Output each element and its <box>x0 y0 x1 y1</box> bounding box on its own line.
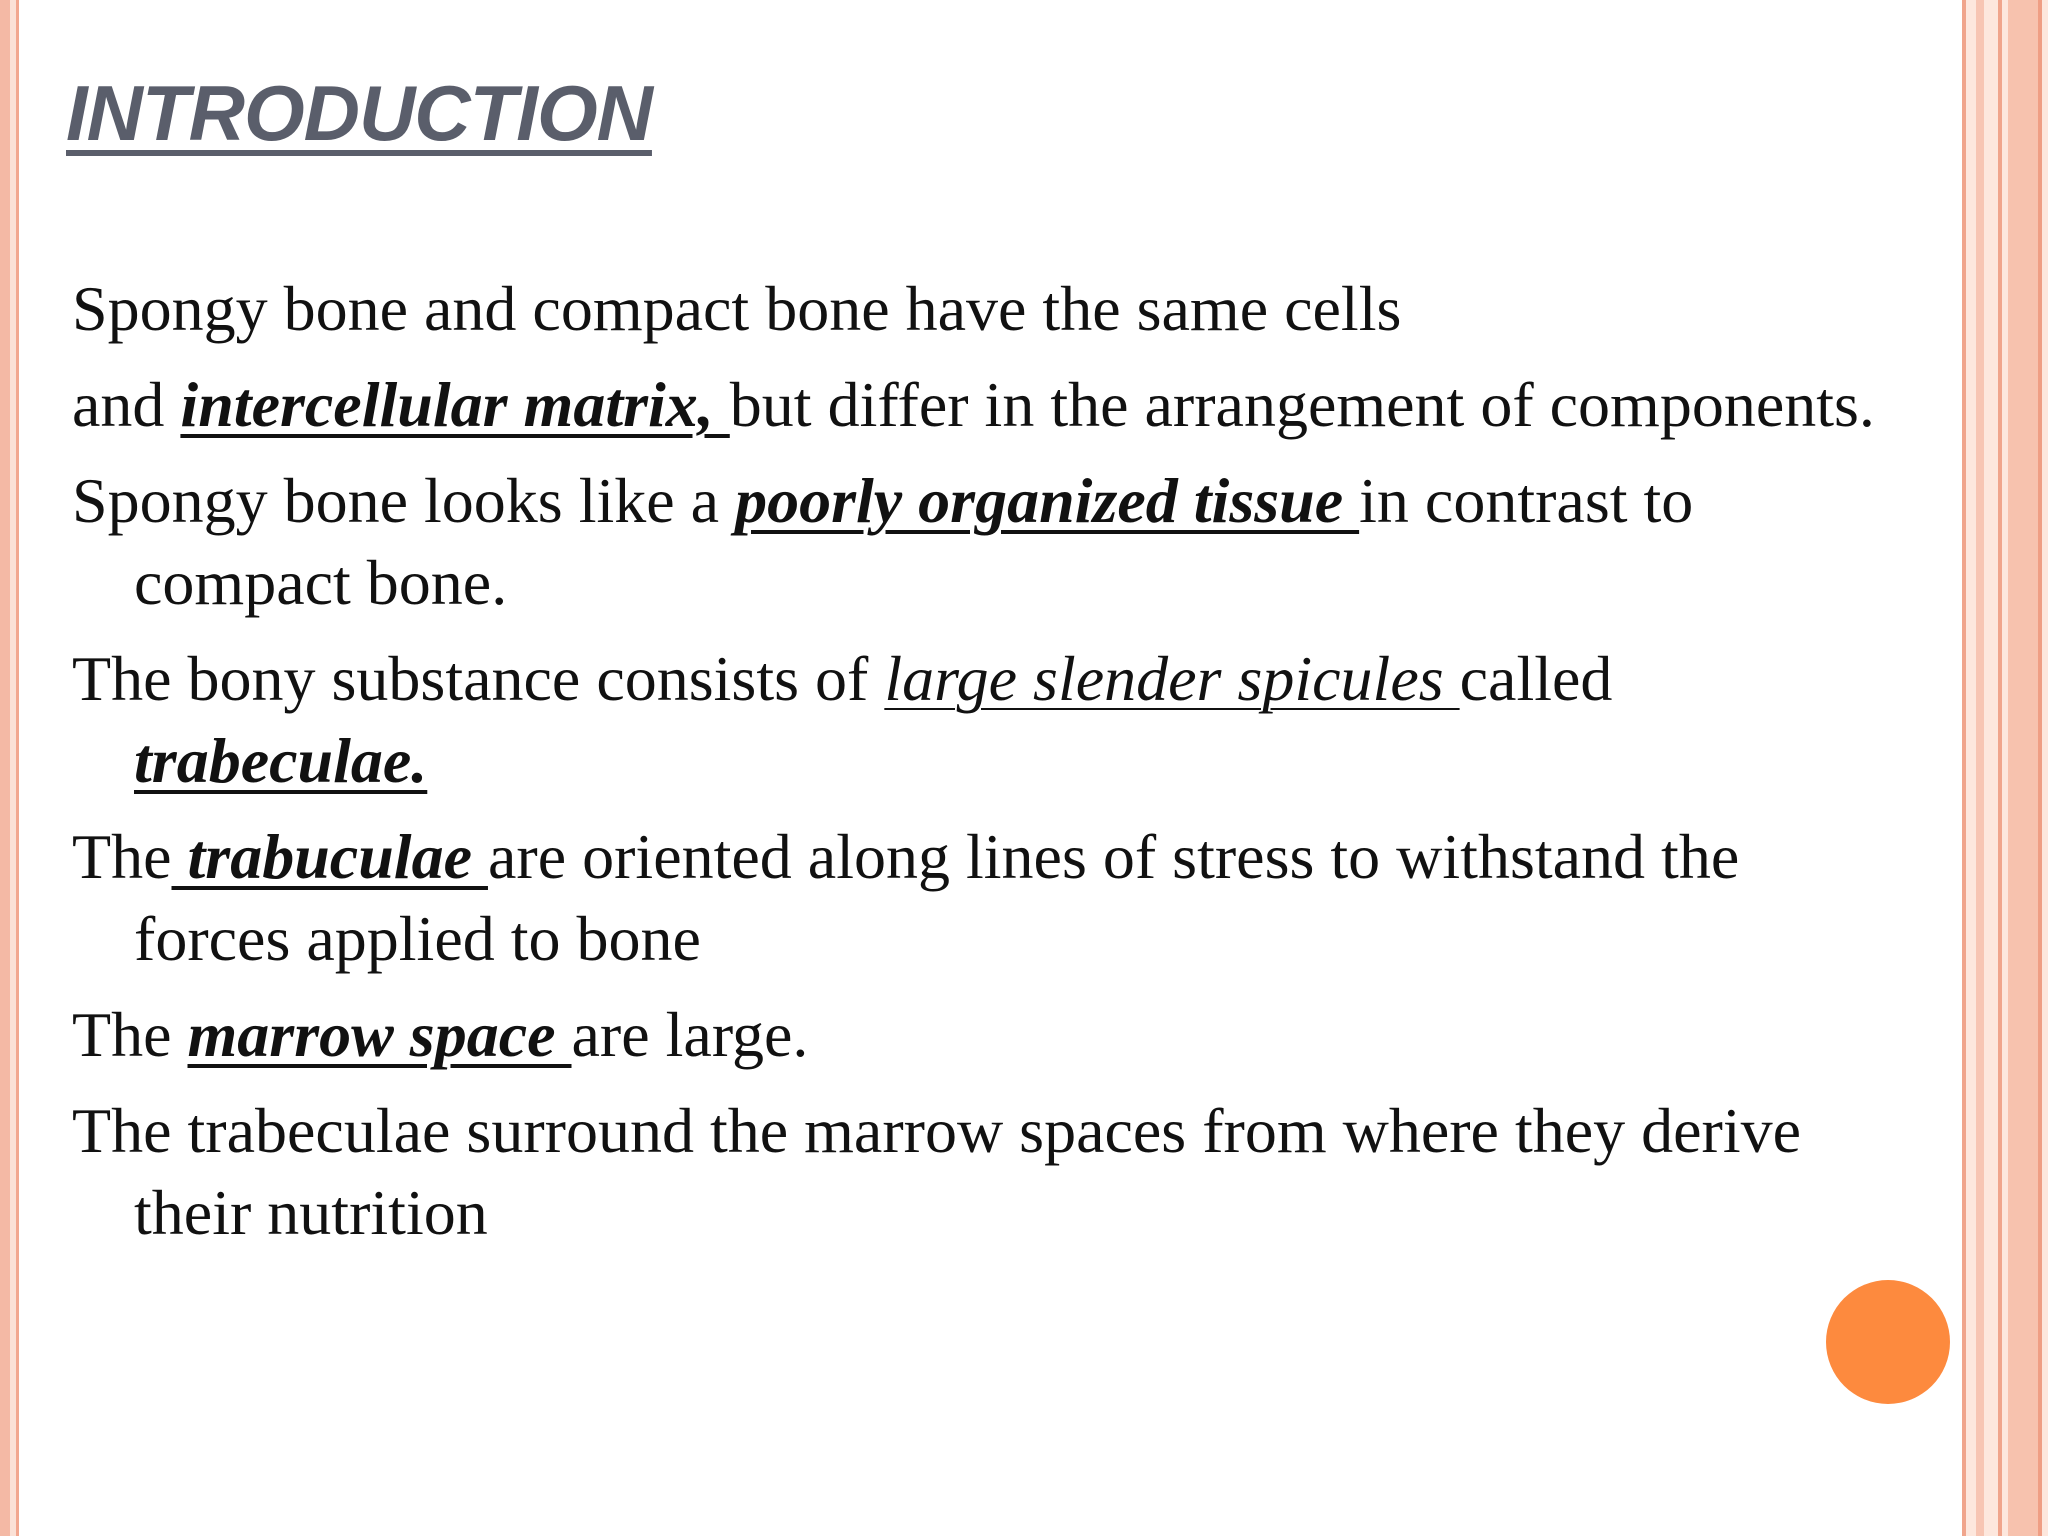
paragraph-text: The <box>72 999 188 1070</box>
paragraph-text: The bony substance consists of <box>72 643 885 714</box>
bullet-paragraph <box>72 460 1892 624</box>
bullet-paragraph <box>72 994 1892 1076</box>
emphasized-term: intercellular matrix, <box>180 369 730 440</box>
paragraph-text: but differ in the arrangement of components. <box>729 369 1875 440</box>
paragraph-text: called <box>1459 643 1613 714</box>
paragraph-text: in contrast to compact bone. <box>134 465 1694 618</box>
bullet-paragraph <box>72 1090 1892 1254</box>
bullet-paragraph <box>72 816 1892 980</box>
paragraph-text: are oriented along lines of stress to withstand the forces applied to bone <box>134 821 1740 974</box>
paragraph-text: and <box>72 369 181 440</box>
bullet-paragraph <box>72 268 1892 350</box>
right-border-line <box>1998 0 2002 1536</box>
paragraph-text: The trabeculae surround the marrow spaces from where they derive their nutrition <box>72 1095 1802 1248</box>
paragraph-text: The <box>72 821 172 892</box>
emphasized-term: trabuculae <box>171 821 488 892</box>
right-border-line <box>1962 0 1966 1536</box>
paragraph-text: are large. <box>571 999 809 1070</box>
decorative-orange-circle <box>1826 1280 1950 1404</box>
right-border-line <box>2038 0 2042 1536</box>
right-border-band <box>2008 0 2038 1536</box>
emphasized-term: marrow space <box>187 999 572 1070</box>
emphasized-term: trabeculae. <box>134 725 428 796</box>
left-border-line <box>16 0 19 1536</box>
slide-body <box>72 268 1892 1268</box>
paragraph-text: Spongy bone looks like a <box>72 465 736 536</box>
slide-title: INTRODUCTION <box>66 69 652 157</box>
left-border-stripe <box>0 0 10 1536</box>
bullet-paragraph <box>72 638 1892 802</box>
bullet-paragraph <box>72 364 1892 446</box>
paragraph-text: Spongy bone and compact bone have the same cells <box>72 273 1402 344</box>
emphasized-term: large slender spicules <box>884 643 1460 714</box>
emphasized-term: poorly organized tissue <box>735 465 1360 536</box>
right-border-line <box>1976 0 1984 1536</box>
